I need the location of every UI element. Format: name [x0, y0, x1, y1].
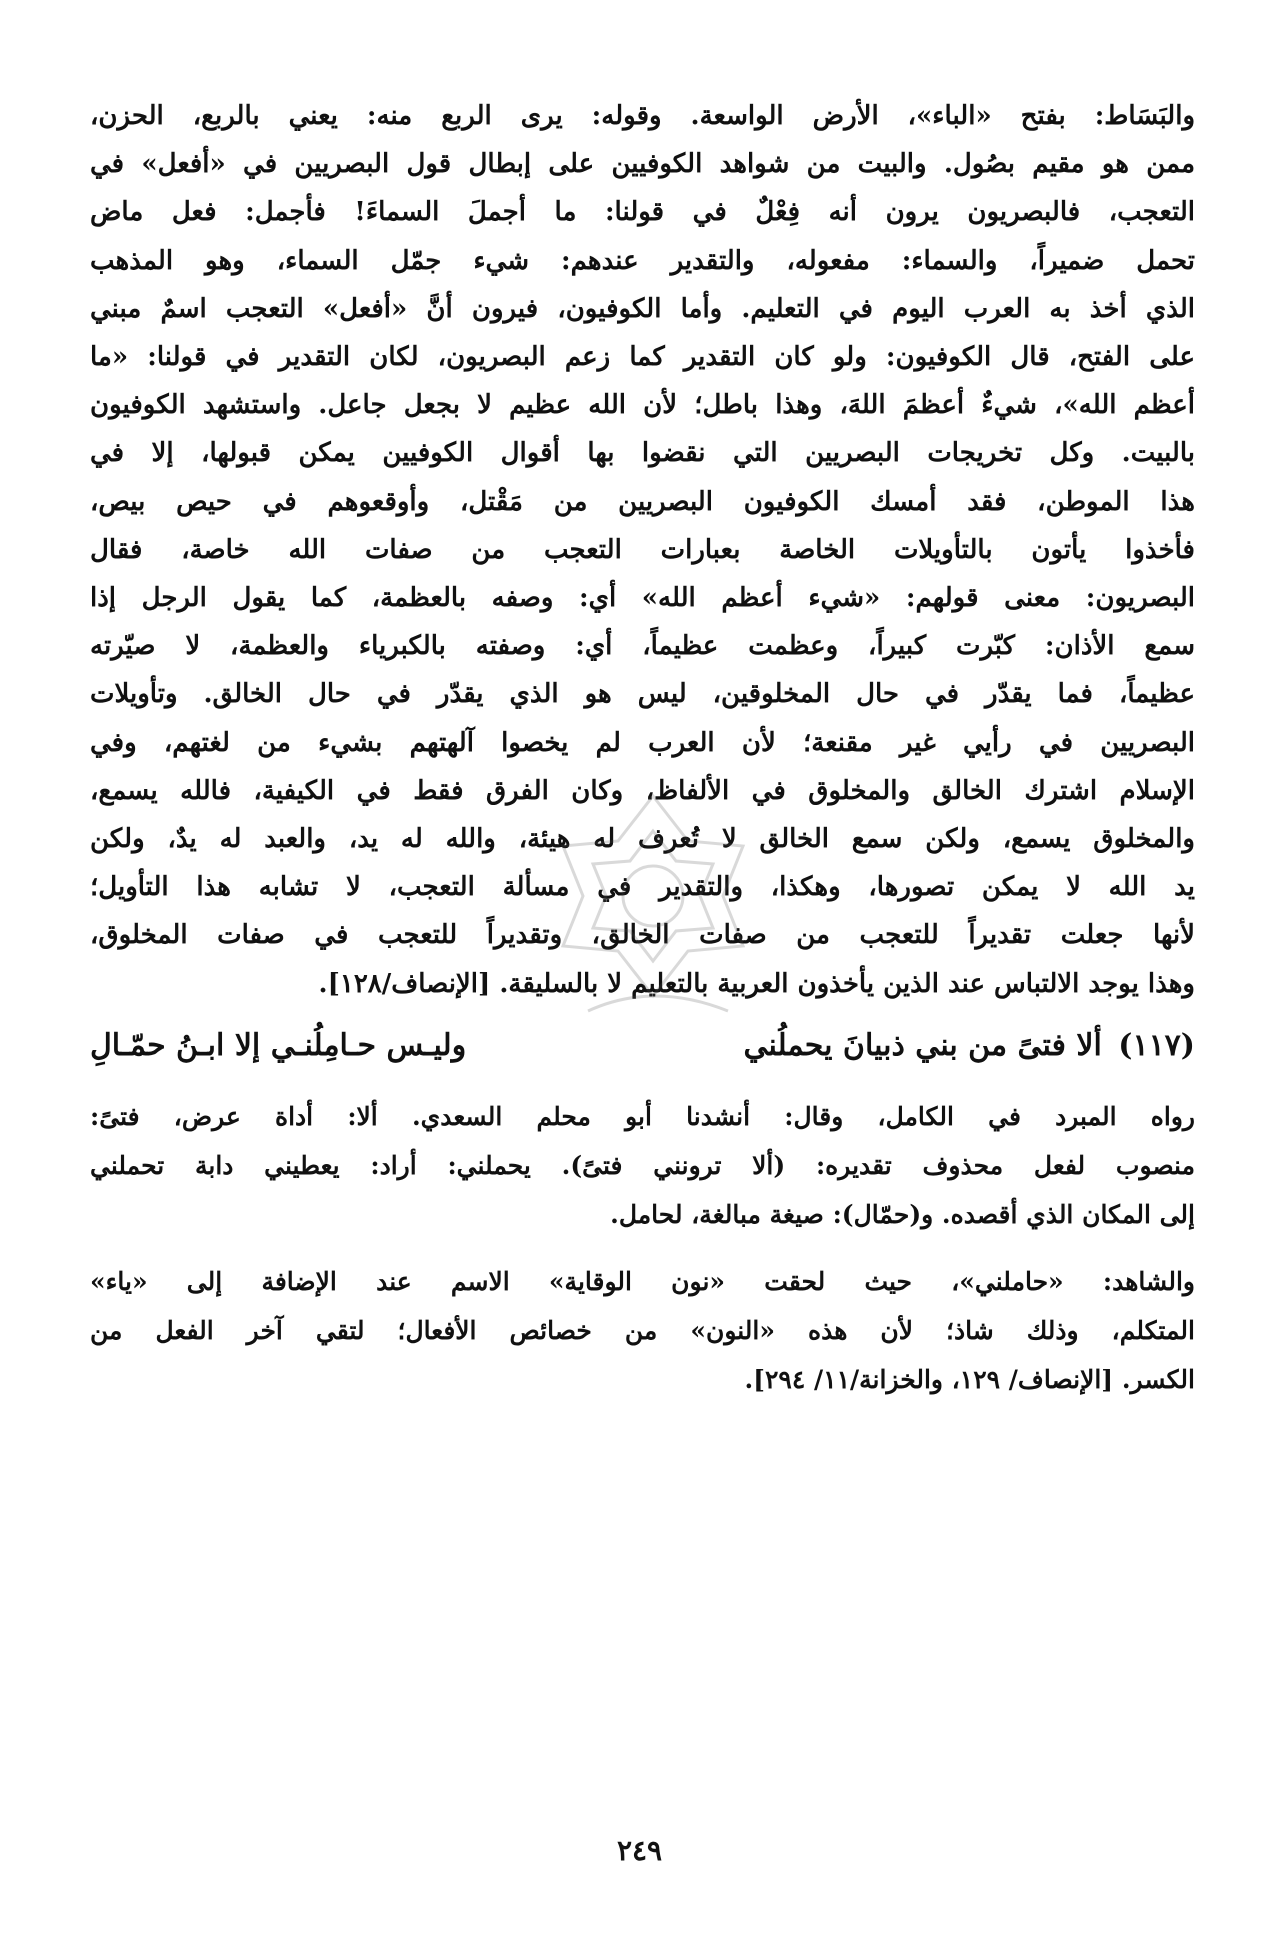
commentary-line: والبَسَاط: بفتح «الباء»، الأرض الواسعة. وقوله: يرى الربع منه: يعني بالربع، الحزن، — [90, 101, 1195, 131]
verse-second-hemistich: وليـس حـامِلُنـي إلا ابـنُ حمّـالِ — [90, 1027, 467, 1063]
commentary-line: عظيماً، فما يقدّر في حال المخلوقين، ليس هو الذي يقدّر في حال الخالق. وتأويلات — [90, 679, 1195, 710]
commentary-line: وهذا يوجد الالتباس عند الذين يأخذون العربية بالتعليم لا بالسليقة. [الإنصاف/١٢٨]. — [318, 968, 1195, 999]
commentary-line: الإسلام اشترك الخالق والمخلوق في الألفاظ، وكان الفرق فقط في الكيفية، فالله يسمع، — [90, 775, 1195, 806]
commentary-line: البصريون: معنى قولهم: «شيء أعظم الله» أي: وصفه بالعظمة، كما يقول الرجل إذا — [90, 583, 1195, 614]
narration-line: منصوب لفعل محذوف تقديره: (ألا ترونني فتىً). يحملني: أراد: يعطيني دابة تحملني — [90, 1150, 1195, 1180]
commentary-line: بالبيت. وكل تخريجات البصريين التي نقضوا بها أقوال الكوفيين يمكن قبولها، إلا في — [90, 438, 1195, 469]
page-number: ٢٤٩ — [616, 1834, 663, 1867]
narration-line: رواه المبرد في الكامل، وقال: أنشدنا أبو محلم السعدي. ألا: أداة عرض، فتىً: — [90, 1101, 1195, 1131]
narration-paragraph — [90, 1092, 1195, 1239]
commentary-line: التعجب، فالبصريون يرون أنه فِعْلٌ في قولنا: ما أجملَ السماءَ! فأجمل: فعل ماض — [90, 197, 1195, 228]
evidence-paragraph — [90, 1257, 1195, 1404]
poetry-verse — [90, 1018, 1195, 1074]
commentary-line: الذي أخذ به العرب اليوم في التعليم. وأما الكوفيون، فيرون أنَّ «أفعل» التعجب اسمٌ مبني — [90, 293, 1195, 324]
commentary-line: أعظم الله»، شيءٌ أعظمَ اللهَ، وهذا باطل؛ لأن الله عظيم لا بجعل جاعل. واستشهد الكوفيون — [90, 390, 1195, 421]
narration-line: إلى المكان الذي أقصده. و(حمّال): صيغة مبالغة، لحامل. — [610, 1199, 1195, 1229]
page-body — [90, 92, 1195, 1404]
commentary-line: لأنها جعلت تقديراً للتعجب من صفات الخالق، وتقديراً للتعجب في صفات المخلوق، — [90, 920, 1195, 951]
evidence-line: المتكلم، وذلك شاذ؛ لأن هذه «النون» من خصائص الأفعال؛ لتقي آخر الفعل من — [90, 1315, 1195, 1345]
commentary-line: على الفتح، قال الكوفيون: ولو كان التقدير كما زعم البصريون، لكان التقدير في قولنا: «ما — [90, 342, 1195, 373]
commentary-line: سمع الأذان: كبّرت كبيراً، وعظمت عظيماً، أي: وصفته بالكبرياء والعظمة، لا صيّرته — [90, 631, 1195, 662]
commentary-line: ممن هو مقيم بصُول. والبيت من شواهد الكوفيين على إبطال قول البصريين في «أفعل» في — [90, 149, 1195, 180]
commentary-line: هذا الموطن، فقد أمسك الكوفيون البصريين من مَقْتل، وأوقعوهم في حيص بيص، — [90, 486, 1195, 517]
narration-block — [90, 1092, 1195, 1239]
evidence-line: والشاهد: «حاملني»، حيث لحقت «نون الوقاية» الاسم عند الإضافة إلى «ياء» — [90, 1266, 1195, 1296]
commentary-line: والمخلوق يسمع، ولكن سمع الخالق لا تُعرف له هيئة، والله له يد، والعبد له يدٌ، ولكن — [90, 824, 1195, 855]
evidence-block — [90, 1257, 1195, 1404]
evidence-line: الكسر. [الإنصاف/ ١٢٩، والخزانة/١١/ ٢٩٤]. — [744, 1364, 1195, 1394]
verse-first-hemistich: ألا فتىً من بني ذبيانَ يحملُني — [743, 1027, 1102, 1063]
verse-first-hemistich-group — [743, 1018, 1195, 1074]
commentary-line: فأخذوا يأتون بالتأويلات الخاصة بعبارات التعجب من صفات الله خاصة، فقال — [90, 534, 1195, 565]
commentary-paragraph — [90, 92, 1195, 1008]
commentary-line: البصريين في رأيي غير مقنعة؛ لأن العرب لم يخصوا آلهتهم بشيء من لغتهم، وفي — [90, 727, 1195, 758]
commentary-line: يد الله لا يمكن تصورها، وهكذا، والتقدير في مسألة التعجب، لا تشابه هذا التأويل؛ — [90, 872, 1195, 903]
commentary-line: تحمل ضميراً، والسماء: مفعوله، والتقدير عندهم: شيء جمّل السماء، وهو المذهب — [90, 245, 1195, 276]
verse-number: (١١٧) — [1118, 1027, 1195, 1063]
